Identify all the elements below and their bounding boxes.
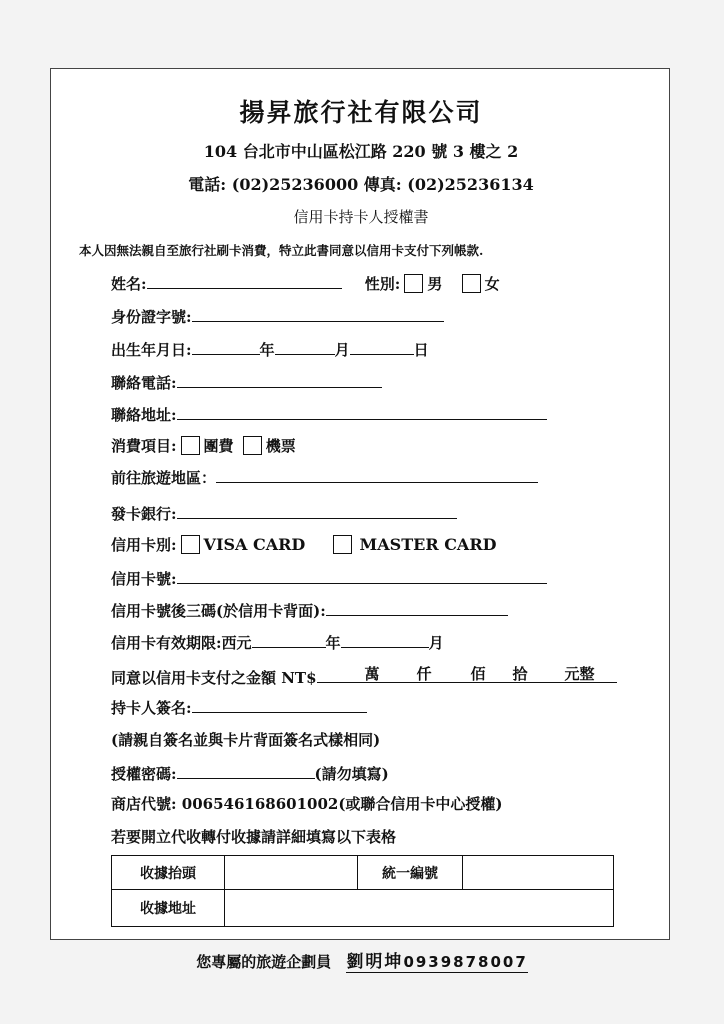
destination-field[interactable] bbox=[216, 466, 538, 483]
gender-label: 性別: bbox=[364, 275, 401, 293]
birth-day-field[interactable] bbox=[350, 338, 414, 355]
item-group-checkbox[interactable] bbox=[181, 436, 200, 455]
item-group-label: 團費 bbox=[203, 437, 234, 455]
bank-label: 發卡銀行: bbox=[111, 505, 177, 523]
card-type-row bbox=[111, 534, 497, 555]
amount-label: 同意以信用卡支付之金額 NT$ bbox=[111, 669, 317, 687]
gender-female-label: 女 bbox=[484, 275, 500, 293]
item-row bbox=[111, 435, 296, 456]
table-row bbox=[112, 890, 614, 927]
auth-code-field bbox=[177, 762, 315, 779]
amount-unit-shi: 拾 bbox=[512, 665, 528, 683]
agent-name: 劉明坤 bbox=[346, 952, 404, 972]
agent-phone: 0939878007 bbox=[403, 953, 528, 971]
receipt-header-label: 收據抬頭 bbox=[112, 856, 225, 890]
expiry-month-label: 月 bbox=[428, 634, 444, 652]
card-master-checkbox[interactable] bbox=[333, 535, 352, 554]
company-address: 104 台北市中山區松江路 220 號 3 樓之 2 bbox=[203, 142, 519, 161]
receipt-table bbox=[111, 855, 614, 927]
expiry-year-label: 年 bbox=[325, 634, 341, 652]
cvv-field[interactable] bbox=[326, 599, 508, 616]
card-number-row bbox=[111, 567, 547, 589]
item-label: 消費項目: bbox=[111, 437, 177, 455]
birth-day-label: 日 bbox=[413, 341, 429, 359]
address-field[interactable] bbox=[177, 403, 547, 420]
name-label: 姓名: bbox=[111, 275, 147, 293]
amount-row bbox=[111, 664, 617, 688]
phone-field[interactable] bbox=[177, 371, 382, 388]
company-name: 揚昇旅行社有限公司 bbox=[239, 98, 483, 127]
bank-field[interactable] bbox=[177, 502, 457, 519]
expiry-label: 信用卡有效期限:西元 bbox=[111, 634, 252, 652]
id-label: 身份證字號: bbox=[111, 308, 192, 326]
company-phone-fax: 電話: (02)25236000 傳真: (02)25236134 bbox=[188, 175, 534, 194]
amount-unit-yuan: 元整 bbox=[564, 665, 595, 683]
receipt-tax-id-field[interactable] bbox=[463, 856, 614, 890]
receipt-address-field[interactable] bbox=[225, 890, 614, 927]
amount-unit-wan: 萬 bbox=[364, 665, 380, 683]
item-ticket-checkbox[interactable] bbox=[243, 436, 262, 455]
bank-row bbox=[111, 502, 457, 524]
birth-month-field[interactable] bbox=[275, 338, 335, 355]
receipt-tax-id-label: 統一編號 bbox=[358, 856, 463, 890]
card-master-label: MASTER CARD bbox=[359, 535, 497, 554]
footer-text: 您專屬的旅遊企劃員 bbox=[196, 953, 332, 971]
birth-label: 出生年月日: bbox=[111, 341, 192, 359]
expiry-row bbox=[111, 631, 444, 653]
signature-label: 持卡人簽名: bbox=[111, 699, 192, 717]
signature-note: (請親自簽名並與卡片背面簽名式樣相同) bbox=[111, 731, 381, 749]
signature-field[interactable] bbox=[192, 696, 367, 713]
name-field[interactable] bbox=[147, 272, 342, 289]
receipt-header-field[interactable] bbox=[225, 856, 358, 890]
signature-row bbox=[111, 696, 367, 718]
phone-label: 聯絡電話: bbox=[111, 374, 177, 392]
item-ticket-label: 機票 bbox=[265, 437, 296, 455]
expiry-year-field[interactable] bbox=[252, 631, 326, 648]
cvv-row bbox=[111, 599, 508, 621]
destination-row bbox=[111, 466, 538, 488]
destination-label: 前往旅遊地區： bbox=[111, 469, 217, 487]
authorization-form-page bbox=[50, 68, 670, 940]
table-row bbox=[112, 856, 614, 890]
gender-female-checkbox[interactable] bbox=[462, 274, 481, 293]
receipt-address-label: 收據地址 bbox=[112, 890, 225, 927]
footer bbox=[0, 947, 724, 972]
receipt-note: 若要開立代收轉付收據請詳細填寫以下表格 bbox=[111, 828, 397, 846]
cvv-label: 信用卡號後三碼(於信用卡背面): bbox=[111, 602, 326, 620]
expiry-month-field[interactable] bbox=[341, 631, 429, 648]
gender-male-checkbox[interactable] bbox=[404, 274, 423, 293]
birth-month-label: 月 bbox=[334, 341, 350, 359]
auth-code-label: 授權密碼: bbox=[111, 765, 177, 783]
gender-male-label: 男 bbox=[427, 275, 443, 293]
card-visa-checkbox[interactable] bbox=[181, 535, 200, 554]
card-visa-label: VISA CARD bbox=[203, 535, 306, 554]
address-label: 聯絡地址: bbox=[111, 406, 177, 424]
amount-unit-bai: 佰 bbox=[470, 665, 486, 683]
card-number-label: 信用卡號: bbox=[111, 570, 177, 588]
name-row bbox=[111, 272, 500, 294]
form-title: 信用卡持卡人授權書 bbox=[293, 208, 429, 226]
address-row bbox=[111, 403, 547, 425]
form-intro: 本人因無法親自至旅行社刷卡消費，特立此書同意以信用卡支付下列帳款. bbox=[79, 243, 484, 258]
id-row bbox=[111, 305, 444, 327]
birth-year-field[interactable] bbox=[192, 338, 260, 355]
birth-year-label: 年 bbox=[259, 341, 275, 359]
phone-row bbox=[111, 371, 382, 393]
auth-code-note: (請勿填寫) bbox=[314, 765, 389, 783]
card-type-label: 信用卡別: bbox=[111, 536, 177, 554]
birth-row bbox=[111, 338, 429, 360]
auth-code-row bbox=[111, 762, 389, 784]
amount-unit-qian: 仟 bbox=[416, 665, 432, 683]
card-number-field[interactable] bbox=[177, 567, 547, 584]
agent-contact bbox=[346, 953, 527, 973]
merchant-code: 商店代號: 006546168601002(或聯合信用卡中心授權) bbox=[111, 795, 503, 813]
id-field[interactable] bbox=[192, 305, 444, 322]
amount-field[interactable] bbox=[317, 664, 617, 683]
